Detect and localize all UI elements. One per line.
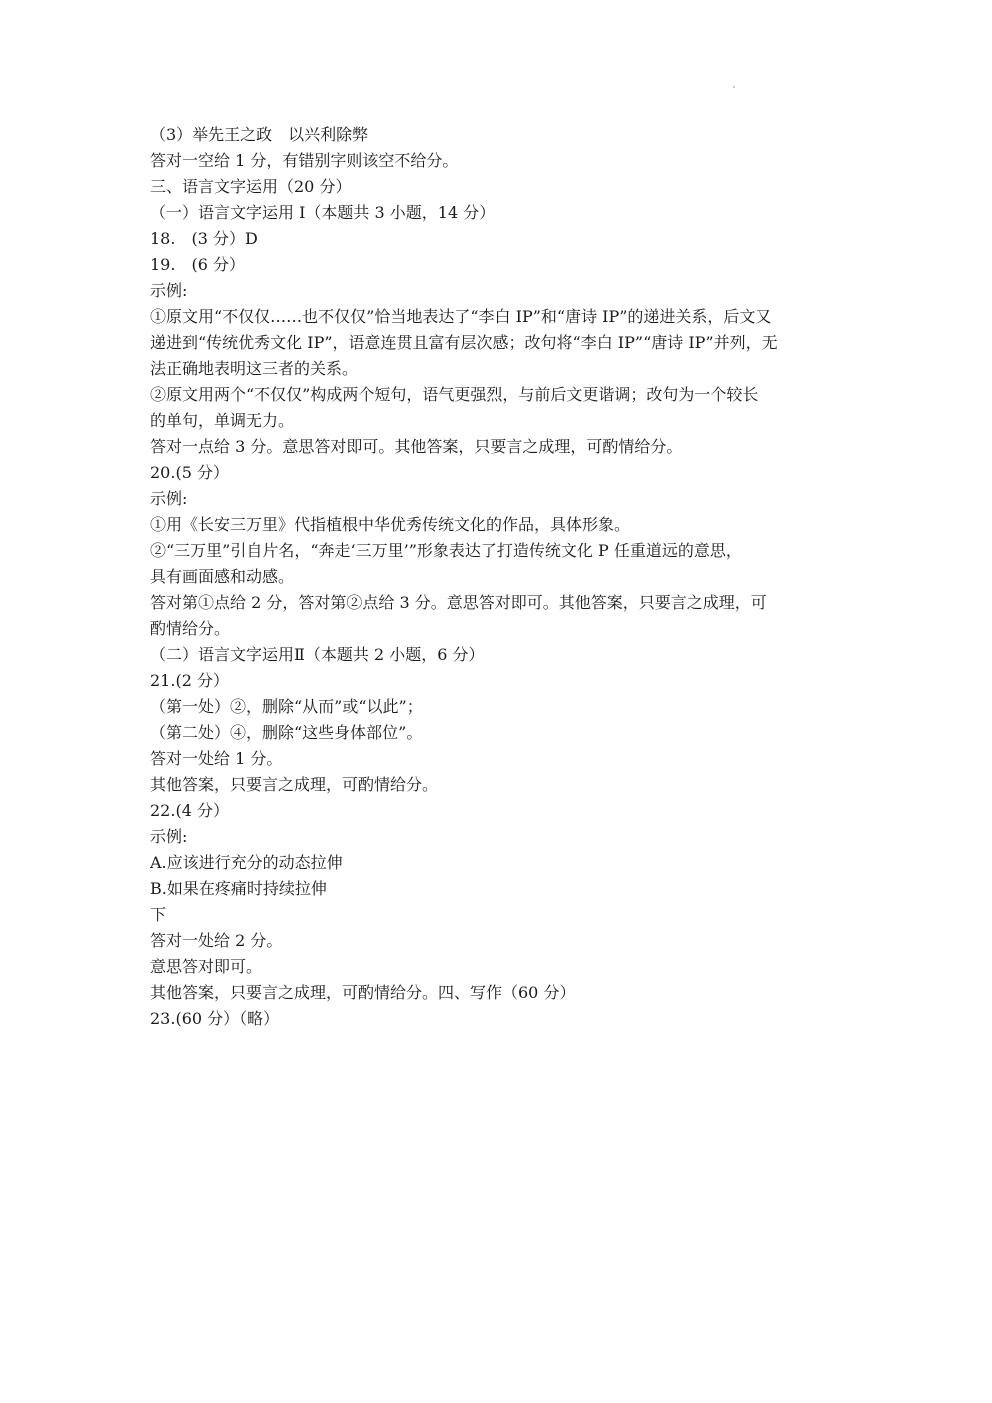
text-line: 示例: [150, 827, 188, 846]
text-line: 其他答案，只要言之成理，可酌情给分。四、写作（60 分） [150, 983, 576, 1002]
text-line: ①原文用“不仅仅……也不仅仅”恰当地表达了“李白 IP”和“唐诗 IP”的递进关系，后文又 [150, 307, 772, 326]
text-line: （3）举先王之政 以兴利除弊 [150, 125, 369, 144]
scan-speck [733, 86, 735, 88]
subsection-heading: （一）语言文字运用 I（本题共 3 小题，14 分） [150, 203, 496, 222]
text-line: （第二处）④，删除“这些身体部位”。 [150, 723, 423, 742]
question-number: 22.(4 分） [150, 801, 229, 820]
text-line: 答对一处给 1 分。 [150, 749, 283, 768]
text-line: 法正确地表明这三者的关系。 [150, 359, 359, 378]
text-line: 示例: [150, 281, 188, 300]
section-heading: 三、语言文字运用（20 分） [150, 177, 352, 196]
subsection-heading: （二）语言文字运用Ⅱ（本题共 2 小题，6 分） [150, 645, 485, 664]
question-number: 23.(60 分）（略） [150, 1009, 280, 1028]
text-line: 其他答案，只要言之成理，可酌情给分。 [150, 775, 439, 794]
text-line: （第一处）②，删除“从而”或“以此”； [150, 697, 423, 716]
text-line: 示例: [150, 489, 188, 508]
text-line: ②原文用两个“不仅仅”构成两个短句，语气更强烈，与前后文更谐调；改句为一个较长 [150, 385, 759, 404]
question-number: 18. (3 分）D [150, 229, 258, 248]
text-line: 的单句，单调无力。 [150, 411, 295, 430]
answer-key-body [150, 122, 850, 1032]
question-number: 20.(5 分） [150, 463, 229, 482]
text-line: 酌情给分。 [150, 619, 231, 638]
text-line: B.如果在疼痛时持续拉伸 [150, 879, 327, 898]
text-line: 答对一处给 2 分。 [150, 931, 283, 950]
text-line: 具有画面感和动感。 [150, 567, 295, 586]
text-line: ①用《长安三万里》代指植根中华优秀传统文化的作品，具体形象。 [150, 515, 631, 534]
text-line: 递进到“传统优秀文化 IP”，语意连贯且富有层次感；改句将“李白 IP”“唐诗 IP”并列，无 [150, 333, 778, 352]
question-number: 19. (6 分） [150, 255, 245, 274]
question-number: 21.(2 分） [150, 671, 229, 690]
text-line: ②“三万里”引自片名，“奔走‘三万里’”形象表达了打造传统文化 P 任重道远的意思， [150, 541, 742, 560]
text-line: 答对第①点给 2 分，答对第②点给 3 分。意思答对即可。其他答案，只要言之成理，可 [150, 593, 767, 612]
text-line: A.应该进行充分的动态拉伸 [150, 853, 343, 872]
text-line: 下 [150, 905, 167, 924]
text-line: 意思答对即可。 [150, 957, 263, 976]
text-line: 答对一点给 3 分。意思答对即可。其他答案，只要言之成理，可酌情给分。 [150, 437, 683, 456]
text-line: 答对一空给 1 分，有错别字则该空不给分。 [150, 151, 459, 170]
